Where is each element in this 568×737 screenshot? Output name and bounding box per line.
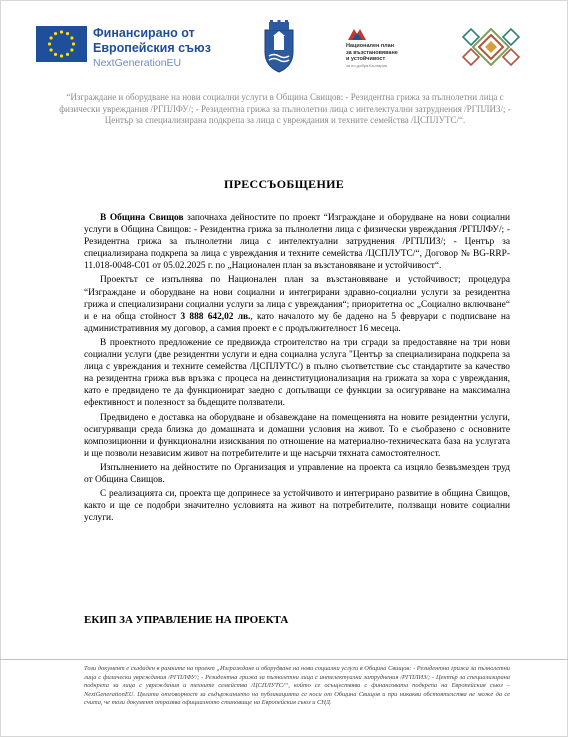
svishtov-coat-of-arms-icon [259,20,299,74]
npv-line4: за по-добра България [346,62,387,68]
footer-divider [0,659,568,660]
npv-line1: Национален план [346,43,395,49]
paragraph-2 [84,274,510,334]
page-title: ПРЕССЪОБЩЕНИЕ [223,177,345,191]
paragraph-5: Изпълнението на дейностите по Организация и управление на проекта са изцяло безвъзмезден труд от Община Свищов. [84,462,510,485]
paragraph-3: В проектното предложение се предвижда строителство на три сгради за предоставяне на три нови социални услуги (две резидентни услуги и една социална услуга "Център за специализирана подкрепа за лица с увреждания и техните семейства /ЦСПЛУТС/) в пълно съответствие със стандартите за качество на резидентна грижа във връзка с процеса на деинституционализация на грижата за хора с увреждания, като е предвидено те да функционират заедно с допълващи се функции за осигуряване на максимална ефективност и полезност за бъдещите ползватели. [84,337,510,409]
paragraph-2-after: , като началото му бе дадено на 5 февруари с подписване на административния му договор, а самия проект е с продължителност 16 месеца. [84,311,510,334]
team-heading: ЕКИП ЗА УПРАВЛЕНИЕ НА ПРОЕКТА [84,614,289,626]
eu-line3: NextGenerationEU [93,57,182,69]
recovery-plan-text [346,43,436,69]
header [0,0,568,95]
paragraph-4: Предвидено е доставка на оборудване и обзавеждане на помещенията на новите резидентни услуги, осигуряващи среда близка до домашната и домашни условия на живот. То е съобразено с основните композиционни и функционални изисквания по отношение на материално-техническата база на услугата и ще позволи независим живот на потребителите и ще насърчи тяхната самостоятелност. [84,412,510,459]
npv-line2: за възстановяване [346,49,398,56]
paragraph-6: С реализацията си, проекта ще допринесе за устойчивото и интегрирано развитие в община Свищов, както и ще се подобри значително условията на живот на потребителите, ползващи новите социални услуги. [84,489,510,524]
project-title-line: “Изграждане и оборудване на нови социални услуги в Община Свищов: - Резидентна грижа за пълнолетни лица с физически увреждания /РГПЛФУ/; - Резидентна грижа за пълнолетни лица с интелектуални затруднения /РГПЛИЗ/; - Център за специализирана подкрепа за лица с увреждания и техните семейства /ЦСПЛУТС/“. [59,92,511,125]
paragraph-1-text: започнаха дейностите по проект “Изграждане и оборудване на нови социални услуги в Община Свищов: - Резидентна грижа за пълнолетни лица с физически увреждания /РГПЛФУ/; - Резидентна грижа за пълнолетни лица с интелектуални затруднения /РГПЛИЗ/; - Център за специализирана подкрепа за лица с увреждания и техните семейства /ЦСПЛУТС/“, Договор № BG-RRP-11.018-0048-C01 от 05.02.2025 г. по „Национален план за възстановяване и устойчивост“. [84,213,510,272]
paragraph-1 [84,212,510,272]
eu-flag-icon [36,26,87,62]
decorative-ornament-icon [462,28,520,66]
recovery-plan-logo [346,26,436,78]
npv-line3: и устойчивост [346,56,386,62]
eu-line2: Европейския съюз [93,41,211,55]
footer-disclaimer: Този документ е създаден в рамките на проект „Изграждане и оборудване на нови социални услуги в Община Свищов: - Резидентна грижа за пълнолетни лица с физически увреждания /РГПЛФУ/; - Резидентна грижа за пълнолетни лица с интелектуални затруднения /РГПЛИЗ/; - Център за специализирана подкрепа за лица с увреждания и техните семейства /ЦСПЛУТС/“, който се осъществява с финансовата подкрепа на Европейския съюз – NextGenerationEU. Цялата отговорност за съдържанието на публикацията се носи от Община Свищов и при никакви обстоятелства не може да се счита, че този документ отразява официалното становище на Европейския съюз и СНД. [84,665,510,707]
paragraph-2-before: Проектът се изпълнява по Национален план за възстановяване и устойчивост; процедура “Изграждане и оборудване на нови социални и интегрирани здравно-социални услуги за резидентна грижа и специализирани социални услуги за лица с увреждания“; приоритетна ос „Социално включване“ и е на обща стойност [84,275,510,322]
municipality-bold: В Община Свищов [100,213,184,223]
eu-funding-text [93,26,211,70]
press-release-body [84,212,510,526]
eu-line1: Финансирано от [93,26,195,40]
recovery-plan-mark-icon [346,26,368,42]
project-amount: 3 888 642,02 лв. [180,311,251,322]
